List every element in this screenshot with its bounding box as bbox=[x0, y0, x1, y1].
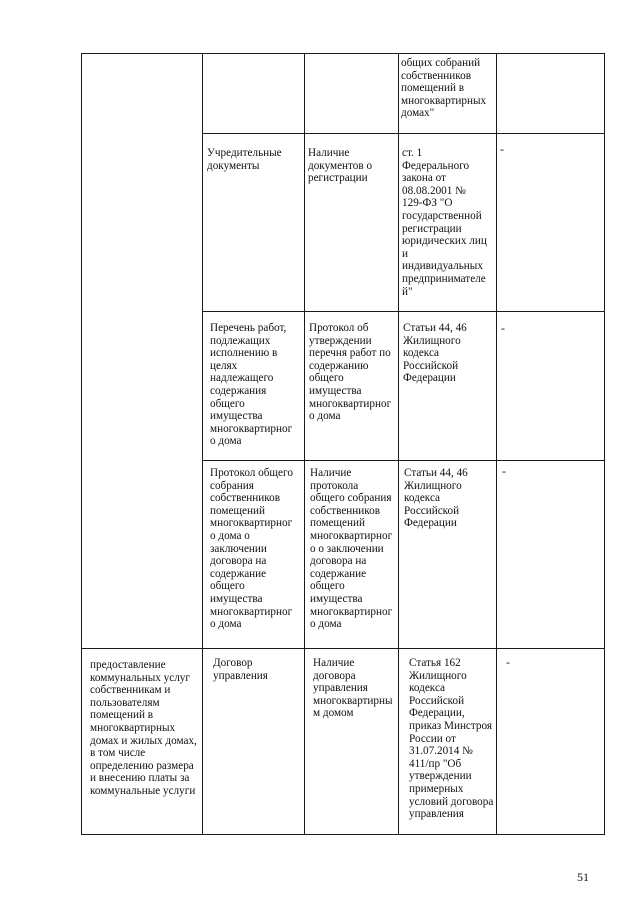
row-2-col3-text: Наличие документов о регистрации bbox=[308, 147, 373, 185]
grid-line bbox=[81, 53, 82, 835]
grid-line bbox=[202, 311, 605, 312]
row-5-col3-text: Наличие договора управления многоквартирны м домом bbox=[313, 657, 393, 720]
grid-line bbox=[202, 460, 605, 461]
row-4-col2-text: Протокол общего собрания собственников помещений многоквартирног о дома о заключении договора на содержание общего имущества многоквартирног о дома bbox=[210, 467, 293, 631]
row-3-col5-text: - bbox=[501, 321, 505, 335]
row-4-col3-text: Наличие протокола общего собрания собственников помещений многоквартирног о о заключении договора на содержание общего имущества многоквартирног о дома bbox=[310, 467, 393, 631]
row-1-col4-text: общих собраний собственников помещений в многоквартирных домах" bbox=[401, 57, 487, 120]
row-3-col2-text: Перечень работ, подлежащих исполнению в целях надлежащего содержания общего имущества многоквартирног о дома bbox=[210, 322, 293, 448]
row-4-col4-text: Статьи 44, 46 Жилищного кодекса Российской Федерации bbox=[404, 467, 468, 530]
row-3-col4-text: Статьи 44, 46 Жилищного кодекса Российской Федерации bbox=[403, 322, 467, 385]
grid-line bbox=[81, 834, 605, 835]
row-4-col5-text: - bbox=[502, 464, 506, 478]
grid-line bbox=[304, 53, 305, 835]
row-5-col2-text: Договор управления bbox=[213, 657, 268, 682]
row-5-col5-text: - bbox=[506, 655, 510, 669]
grid-line bbox=[604, 53, 605, 835]
grid-line bbox=[202, 133, 605, 134]
row-2-col4-text: ст. 1 Федерального закона от 08.08.2001 № 129-ФЗ "О государственной регистрации юридических лиц и индивидуальных предпринимателе й" bbox=[402, 147, 487, 298]
page-number: 51 bbox=[577, 870, 589, 884]
grid-line bbox=[81, 53, 605, 54]
row-2-col2-text: Учредительные документы bbox=[207, 147, 282, 172]
row-5-col4-text: Статья 162 Жилищного кодекса Российской Федерации, приказ Минстроя России от 31.07.2014 № 411/пр "Об утверждении примерных условий договора управления bbox=[409, 657, 494, 821]
row-5-col1-text: предоставление коммунальных услуг собственникам и пользователям помещений в многоквартирных домах и жилых домах, в том числе определению размера и внесению платы за коммунальные услуги bbox=[90, 659, 197, 797]
grid-line bbox=[81, 648, 605, 649]
row-2-col5-text: - bbox=[500, 142, 504, 156]
row-3-col3-text: Протокол об утверждении перечня работ по содержанию общего имущества многоквартирног о дома bbox=[309, 322, 392, 423]
